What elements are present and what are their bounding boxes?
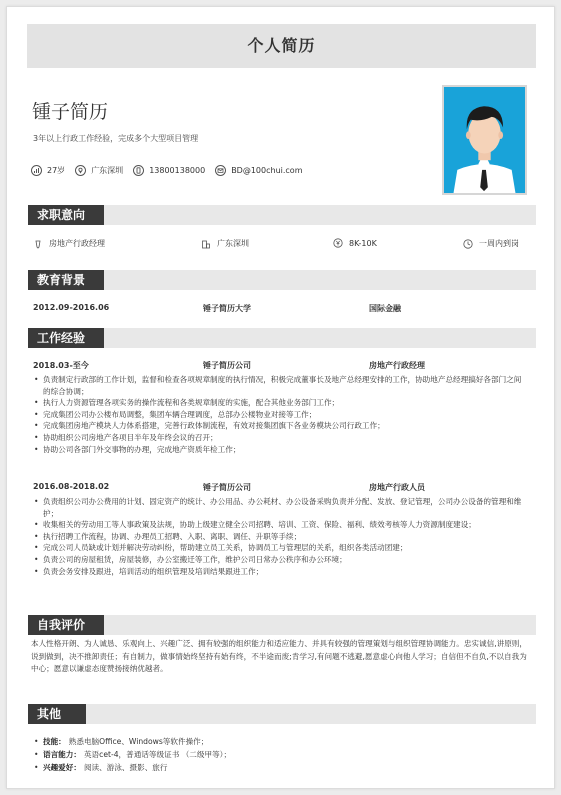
job-company: 锤子简历公司 bbox=[203, 361, 251, 370]
chart-icon bbox=[31, 165, 42, 176]
job-period: 2018.03-至今 bbox=[33, 361, 89, 370]
job-duties-list bbox=[33, 374, 528, 455]
list-item: • 协助公司各部门外交事物的办理，完成地产资质年检工作； bbox=[33, 444, 528, 456]
job-header bbox=[33, 360, 533, 372]
list-item: • 负责公司的房屋租赁，房屋装修，办公室搬迁等工作，维护公司日常办公秩序和办公环境； bbox=[33, 554, 528, 566]
briefcase-icon bbox=[33, 239, 43, 249]
email-icon bbox=[215, 165, 226, 176]
section-education-title: 教育背景 bbox=[28, 270, 104, 290]
list-item: • 协助组织公司房地产各项目半年及年终会议的召开； bbox=[33, 432, 528, 444]
section-other bbox=[28, 704, 536, 724]
list-item: • 负责组织公司办公费用的计划、固定资产的统计、办公用品、办公耗材、办公设备采购负责并分配、发放、登记管理，公司办公设备的管理和维护； bbox=[33, 496, 528, 519]
section-education bbox=[28, 270, 536, 290]
list-item: • 收集相关的劳动用工等人事政策及法规，协助上级建立健全公司招聘、培训、工资、保险、福利、绩效考核等人力资源制度建设； bbox=[33, 519, 528, 531]
list-item: • 执行招聘工作流程，协调、办理员工招聘、入职、离职、调任、升职等手续； bbox=[33, 531, 528, 543]
job-duties-list bbox=[33, 496, 528, 577]
list-item: • 完成集团公司办公楼布局调整，集团车辆合理调度，总部办公楼物业对接等工作； bbox=[33, 409, 528, 421]
job-title: 房地产行政经理 bbox=[369, 361, 425, 370]
avatar-photo bbox=[442, 85, 527, 195]
section-eval-title: 自我评价 bbox=[28, 615, 104, 635]
city-value: 广东深圳 bbox=[91, 165, 124, 175]
education-period: 2012.09-2016.06 bbox=[33, 303, 110, 312]
list-item bbox=[33, 748, 528, 761]
phone-icon bbox=[133, 165, 144, 176]
phone-value: 13800138000 bbox=[149, 165, 206, 175]
section-work bbox=[28, 328, 536, 348]
intent-position bbox=[33, 238, 105, 249]
list-item bbox=[33, 761, 528, 774]
clock-icon bbox=[463, 239, 473, 249]
building-icon bbox=[201, 239, 211, 249]
intent-position-value: 房地产行政经理 bbox=[49, 239, 105, 248]
education-school: 锤子简历大学 bbox=[203, 304, 251, 313]
other-label: 兴趣爱好： bbox=[43, 763, 81, 772]
other-label: 语言能力： bbox=[43, 750, 81, 759]
yen-icon bbox=[333, 238, 343, 248]
other-text: 阅读、游泳、摄影、旅行 bbox=[83, 763, 168, 772]
tagline: 3年以上行政工作经验，完成多个大型项目管理 bbox=[33, 134, 199, 143]
job-period: 2016.08-2018.02 bbox=[33, 482, 110, 491]
section-intent-title: 求职意向 bbox=[28, 205, 104, 225]
email-value: BD@100chui.com bbox=[231, 165, 303, 175]
other-list bbox=[33, 735, 528, 774]
education-major: 国际金融 bbox=[369, 304, 401, 313]
other-text: 英语cet-4，普通话等级证书 （二级甲等）； bbox=[83, 750, 232, 759]
section-eval bbox=[28, 615, 536, 635]
info-phone bbox=[133, 165, 205, 176]
intent-arrival-value: 一周内到岗 bbox=[479, 239, 519, 248]
info-city bbox=[75, 165, 123, 176]
location-icon bbox=[75, 165, 86, 176]
intent-city bbox=[201, 238, 249, 249]
list-item: • 完成公司人员缺或计划并解决劳动纠纷，帮助建立员工关系，协调员工与管理层的关系，组织各类活动团建； bbox=[33, 542, 528, 554]
resume-page bbox=[6, 6, 555, 789]
intent-salary bbox=[333, 238, 377, 248]
intent-arrival bbox=[463, 238, 519, 249]
page-banner: 个人简历 bbox=[27, 24, 536, 68]
avatar-illustration bbox=[444, 87, 525, 193]
section-other-title: 其他 bbox=[28, 704, 86, 724]
list-item: • 完成集团房地产模块人力体系搭建，完善行政体制流程，有效对接集团旗下各业务模块公司行政工作； bbox=[33, 420, 528, 432]
list-item: • 负责会务安排及跟进，培训活动的组织管理及培训结果跟进工作； bbox=[33, 566, 528, 578]
info-email bbox=[215, 165, 302, 176]
other-label: 技能： bbox=[43, 737, 66, 746]
intent-salary-value: 8K-10K bbox=[349, 238, 377, 248]
list-item bbox=[33, 735, 528, 748]
job-title: 房地产行政人员 bbox=[369, 483, 425, 492]
self-evaluation-text: 本人性格开朗、为人诚恳、乐观向上、兴趣广泛、拥有较强的组织能力和适应能力、并具有较强的管理策划与组织管理协调能力。忠实诚信,讲原则，说到做到，决不推卸责任；有自制力，做事情始终坚持有始有终，不半途而废;肯学习,有问题不逃避,愿意虚心向他人学习；自信但不自负,不以自我为中心；愿意以谦虚态度赞扬接纳优越者。 bbox=[31, 639, 527, 673]
age-value: 27岁 bbox=[47, 165, 66, 175]
intent-city-value: 广东深圳 bbox=[217, 239, 249, 248]
candidate-name: 锺子简历 bbox=[32, 101, 109, 123]
contact-info-row bbox=[31, 163, 313, 177]
job-company: 锤子简历公司 bbox=[203, 483, 251, 492]
list-item: • 执行人力资源管理各项实务的操作流程和各类规章制度的实施，配合其他业务部门工作； bbox=[33, 397, 528, 409]
info-age bbox=[31, 165, 65, 176]
job-header bbox=[33, 482, 533, 494]
other-text: 熟悉电脑Office、Windows等软件操作； bbox=[68, 737, 209, 746]
section-work-title: 工作经验 bbox=[28, 328, 104, 348]
section-intent bbox=[28, 205, 536, 225]
intent-row bbox=[33, 238, 533, 252]
list-item: • 负责制定行政部的工作计划，监督和检查各项规章制度的执行情况，积极完成董事长及地产总经理安排的工作，协助地产总经理搞好各部门之间的综合协调； bbox=[33, 374, 528, 397]
